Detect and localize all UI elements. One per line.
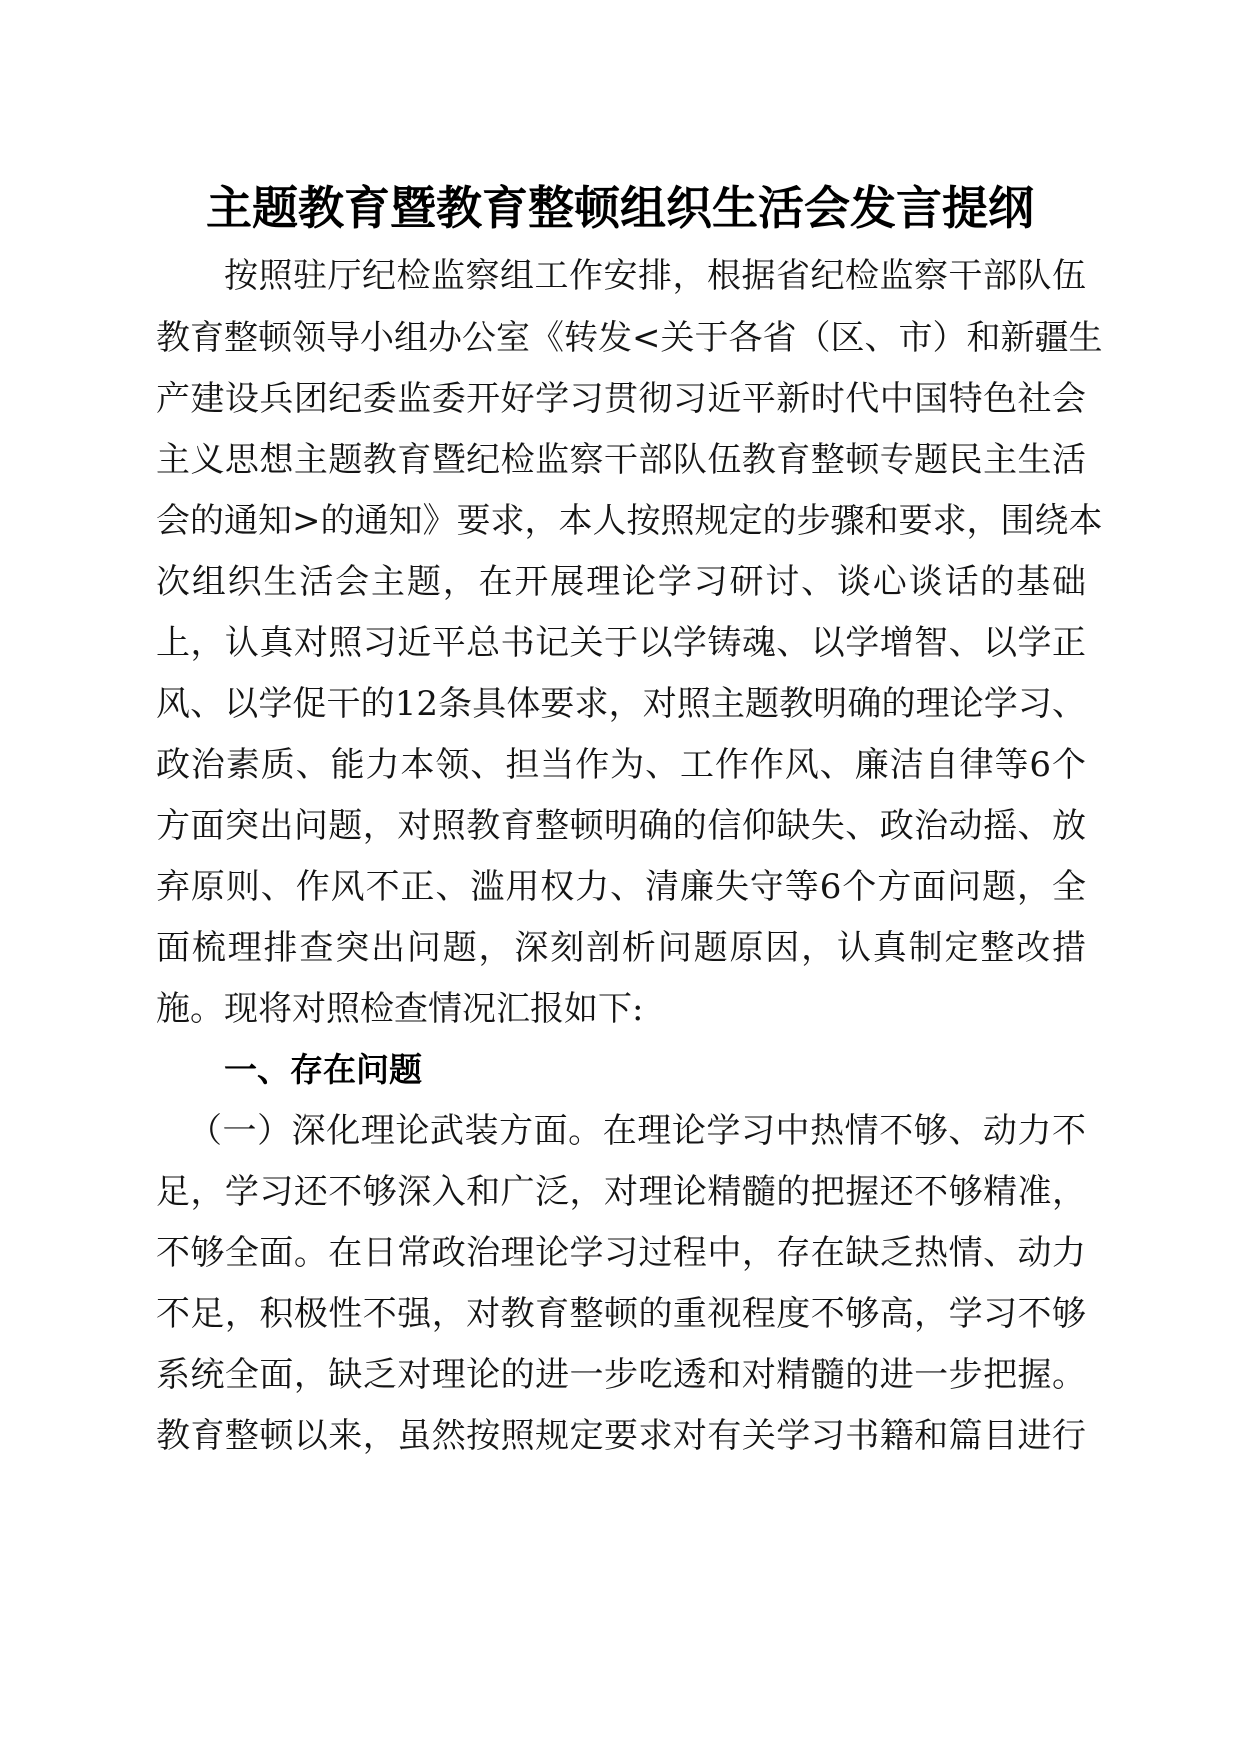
- paragraph-line: 系统全面，缺乏对理论的进一步吃透和对精髓的进一步把握。: [156, 1355, 1086, 1395]
- paragraph-line: 教育整顿领导小组办公室《转发<关于各省（区、市）和新疆生: [156, 318, 1103, 358]
- paragraph-line: 不足，积极性不强，对教育整顿的重视程度不够高，学习不够: [156, 1294, 1086, 1334]
- paragraph-line: 不够全面。在日常政治理论学习过程中，存在缺乏热情、动力: [156, 1233, 1086, 1273]
- paragraph-line: 次组织生活会主题，在开展理论学习研讨、谈心谈话的基础: [156, 562, 1086, 602]
- paragraph-line: 会的通知>的通知》要求，本人按照规定的步骤和要求，围绕本: [156, 501, 1103, 541]
- paragraph-line: （一）深化理论武装方面。在理论学习中热情不够、动力不: [188, 1111, 1086, 1151]
- paragraph-line: 政治素质、能力本领、担当作为、工作作风、廉洁自律等6个: [156, 745, 1086, 785]
- paragraph-line: 方面突出问题，对照教育整顿明确的信仰缺失、政治动摇、放: [156, 806, 1086, 846]
- paragraph-line: 弃原则、作风不正、滥用权力、清廉失守等6个方面问题，全: [156, 867, 1086, 907]
- section-heading: 一、存在问题: [224, 1050, 422, 1089]
- paragraph-line: 风、以学促干的12条具体要求，对照主题教明确的理论学习、: [156, 684, 1086, 724]
- paragraph-line: 教育整顿以来，虽然按照规定要求对有关学习书籍和篇目进行: [156, 1416, 1086, 1456]
- document-title: 主题教育暨教育整顿组织生活会发言提纲: [206, 181, 1034, 235]
- paragraph-line: 按照驻厅纪检监察组工作安排，根据省纪检监察干部队伍: [224, 256, 1086, 296]
- paragraph-line: 主义思想主题教育暨纪检监察干部队伍教育整顿专题民主生活: [156, 440, 1086, 480]
- paragraph-line: 足，学习还不够深入和广泛，对理论精髓的把握还不够精准，: [156, 1172, 1086, 1212]
- paragraph-line: 上，认真对照习近平总书记关于以学铸魂、以学增智、以学正: [156, 623, 1086, 663]
- paragraph-line: 施。现将对照检查情况汇报如下:: [156, 989, 644, 1029]
- paragraph-line: 面梳理排查突出问题，深刻剖析问题原因，认真制定整改措: [156, 928, 1086, 968]
- paragraph-line: 产建设兵团纪委监委开好学习贯彻习近平新时代中国特色社会: [156, 379, 1086, 419]
